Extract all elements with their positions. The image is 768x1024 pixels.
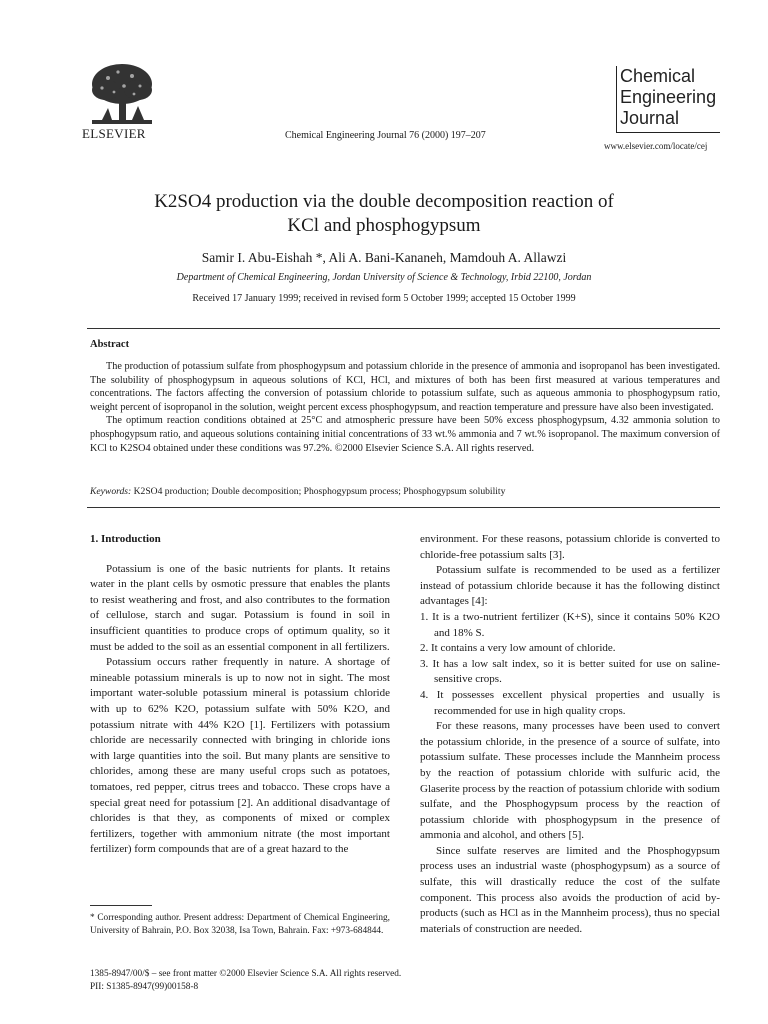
abstract-paragraph-1: The production of potassium sulfate from phosphogypsum and potassium chloride in the presence of ammonia and isopropanol has been investigated. The solubility of phosphogypsum in aqueous solutions of KCl, HCl, and mixtures of both has been first measured at various temperatures and concentrations. The factors affecting the conversion of potassium chloride to potassium sulfate, such as aqueous ammonia to phosphogypsum ratio, weight percent of isopropanol in the solution, weight percent excess phosphogypsum, and reaction temperature and pressure have also been investigated. [90,361,720,413]
paper-title [40,190,728,238]
front-matter-copyright: 1385-8947/00/$ – see front matter ©2000 Elsevier Science S.A. All rights reserved. [90,969,402,979]
corresponding-author-footnote: * Corresponding author. Present address: Department of Chemical Engineering, University of Bahrain, P.O. Box 32038, Isa Town, Bahrain. Fax: +973-684844. [90,913,390,936]
journal-url[interactable]: www.elsevier.com/locate/cej [604,141,708,151]
left-column [90,532,390,858]
intro-paragraph-2: Potassium occurs rather frequently in nature. A shortage of mineable potassium minerals is up to now not in sight. The most important water-soluble potassium mineral is potassium chloride with up to 62% K2O, potassium sulfate with 50% K2O, and potassium nitrate with 44% K2O [1]. Fertilizers with potassium chloride are necessarily connected with bringing in chloride ions with large quantities into the soil. But many plants are sensitive to chlorides, among these are many useful crops such as potatoes, tomatoes, red pepper, citrus trees and tobacco. These crops have a special great need for potassium [2]. An additional disadvantage of chlorides is that they, as components of mixed or complex fertilizers, together with ammonium nitrate (the most important fertilizer) form compounds that are of a great hazard to the [90,656,390,856]
journal-logo [620,66,720,129]
affiliation: Department of Chemical Engineering, Jordan University of Science & Technology, Irbid 22100, Jordan [176,272,592,283]
advantage-item-1: 1. It is a two-nutrient fertilizer (K+S), since it contains 50% K2O and 18% S. [420,610,720,639]
title-line-2: KCl and phosphogypsum [287,215,481,236]
intro-paragraph-1: Potassium is one of the basic nutrients for plants. It retains water in the plant cells by osmotic pressure that enables the plants to resist weathering and frost, and also contributes to the formation of cellulose, starch and sugar. Potassium is found in soil in insufficient quantities to produce crops of optimum quality, so it must be added to the soil as an essential component in all fertilizers. [90,562,390,653]
advantage-item-2: 2. It contains a very low amount of chloride. [420,642,616,655]
keywords-label: Keywords: [90,486,132,497]
footnote-rule [90,905,152,906]
journal-citation: Chemical Engineering Journal 76 (2000) 197–207 [285,130,486,141]
abstract-top-rule [87,328,720,329]
right-column [420,532,720,937]
journal-logo-line-2: Engineering [620,87,717,107]
abstract-bottom-rule [87,507,720,508]
title-line-1: K2SO4 production via the double decomposition reaction of [154,191,614,212]
journal-logo-rule-bottom [616,132,720,133]
abstract-body [90,360,720,455]
abstract-paragraph-2: The optimum reaction conditions obtained at 25°C and atmospheric pressure have been 50% excess phosphogypsum, 4.32 ammonia solution to phosphogypsum ratio, and aqueous solutions containing initial concentrations of 33 wt.% ammonia and 7 wt.% isopropanol. The maximum conversion of KCl to K2SO4 obtained under these conditions was 97.2%. ©2000 Elsevier Science S.A. All rights reserved. [90,415,720,454]
keywords-text: K2SO4 production; Double decomposition; Phosphogypsum process; Phosphogypsum solubility [133,486,506,497]
publisher-name: ELSEVIER [82,126,146,141]
advantage-item-4: 4. It possesses excellent physical properties and usually is recommended for use in high quality crops. [420,688,720,717]
journal-logo-line-1: Chemical [620,66,696,86]
elsevier-tree-logo [88,60,156,130]
author-list: Samir I. Abu-Eishah *, Ali A. Bani-Kananeh, Mamdouh A. Allawzi [201,250,567,265]
journal-logo-rule [616,66,617,132]
right-paragraph-1: environment. For these reasons, potassium chloride is converted to chloride-free potassium salts [3]. [420,533,720,561]
advantage-item-3: 3. It has a low salt index, so it is better suited for use on saline-sensitive crops. [420,657,720,686]
right-paragraph-3: For these reasons, many processes have been used to convert the potassium chloride, in the presence of a source of sulfate, into potassium sulfate. These processes include the Mannheim process by the reaction of potassium chloride with sulfuric acid, the Glaserite process by the reaction of potassium chloride with sodium sulfate, and the Phosphogypsum process by the reaction of potassium chloride with phosphogypsum in the presence of ammonia and alcohol, and others [5]. [420,720,720,842]
journal-logo-line-3: Journal [620,108,680,128]
right-paragraph-4: Since sulfate reserves are limited and the Phosphogypsum process uses an industrial waste (phosphogypsum) as a source of sulfate, this will drastically reduce the cost of the sulfate component. This process also avoids the production of acid by-products (such as HCl as in the Mannheim process), thus no special materials of construction are needed. [420,844,720,935]
keywords [90,486,720,497]
abstract-heading: Abstract [90,339,130,350]
front-matter [90,968,590,994]
received-dates: Received 17 January 1999; received in revised form 5 October 1999; accepted 15 October 1999 [192,293,576,304]
section-heading-introduction: 1. Introduction [90,533,161,545]
right-paragraph-2: Potassium sulfate is recommended to be used as a fertilizer instead of potassium chloride because it has the following distinct advantages [4]: [420,564,720,608]
front-matter-pii: PII: S1385-8947(99)00158-8 [90,982,199,992]
